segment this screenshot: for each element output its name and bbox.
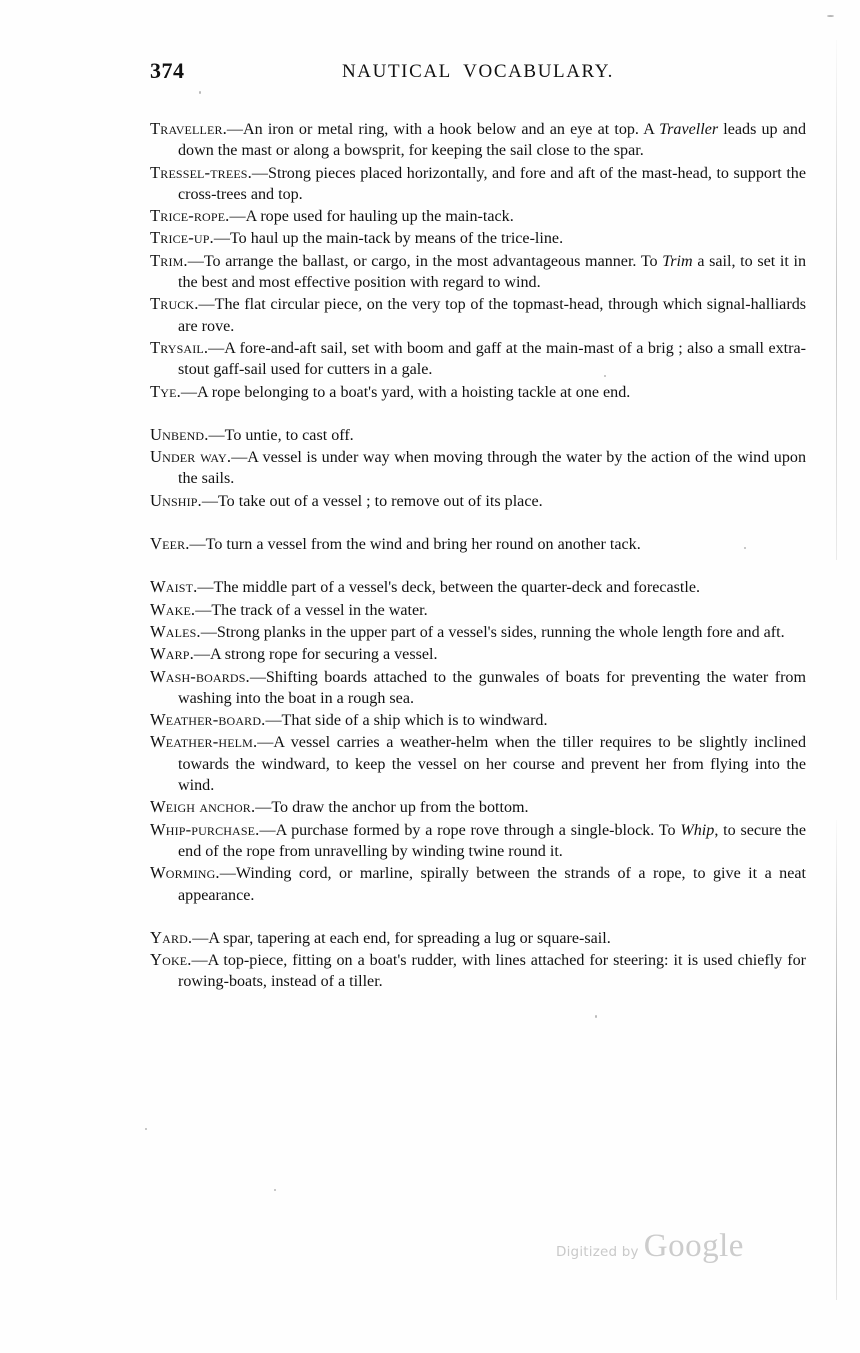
scan-speck bbox=[595, 1015, 597, 1018]
page-number: 374 bbox=[150, 58, 185, 83]
glossary-entry bbox=[150, 227, 806, 249]
entry-definition-part: —A purchase formed by a rope rove through a single-block. To bbox=[259, 821, 681, 839]
entry-headword: Trim. bbox=[150, 250, 188, 270]
entry-headword: Weather-board. bbox=[150, 710, 266, 730]
entry-headword: Waist. bbox=[150, 577, 198, 597]
entry-definition: —A vessel carries a weather-helm when the tiller requires to be slightly inclined towards the windward, to keep the vessel on her course and prevent her from flying into the wind. bbox=[178, 734, 806, 795]
glossary-entry bbox=[150, 576, 806, 598]
entry-headword: Whip-purchase. bbox=[150, 819, 260, 839]
scan-speck bbox=[827, 15, 834, 17]
entry-headword: Weigh anchor. bbox=[150, 797, 256, 817]
entry-headword: Wales. bbox=[150, 621, 201, 641]
entry-headword: Unship. bbox=[150, 490, 202, 510]
glossary-entry bbox=[150, 819, 806, 863]
glossary-entry bbox=[150, 709, 806, 731]
entry-definition: —A rope belonging to a boat's yard, with a hoisting tackle at one end. bbox=[180, 383, 631, 401]
entry-headword: Wake. bbox=[150, 599, 196, 619]
entry-definition-part: leads up and down the mast or along a bowsprit, for keeping the sail close to the spar. bbox=[178, 121, 806, 160]
glossary-entry bbox=[150, 927, 806, 949]
glossary-entry bbox=[150, 533, 806, 555]
entry-headword: Tye. bbox=[150, 381, 181, 401]
page-header bbox=[150, 58, 806, 88]
entry-headword: Traveller. bbox=[150, 119, 227, 138]
entry-definition: —To take out of a vessel ; to remove out of its place. bbox=[201, 492, 543, 510]
entry-headword: Trysail. bbox=[150, 337, 209, 357]
entry-definition: —The track of a vessel in the water. bbox=[195, 601, 428, 619]
glossary-entry bbox=[150, 446, 806, 490]
glossary-entry-list bbox=[150, 118, 806, 993]
glossary-entry bbox=[150, 796, 806, 818]
entry-headword: Warp. bbox=[150, 644, 194, 664]
running-title: NAUTICAL VOCABULARY. bbox=[341, 61, 614, 82]
entry-definition: —That side of a ship which is to windward. bbox=[265, 712, 548, 730]
google-logo-text: Google bbox=[643, 1228, 744, 1264]
glossary-entry bbox=[150, 599, 806, 621]
entry-definition: —Shifting boards attached to the gunwales of boats for preventing the water from washing into the boat in a rough sea. bbox=[178, 668, 806, 707]
entry-definition: —Winding cord, or marline, spirally between the strands of a rope, to give it a neat appearance. bbox=[178, 865, 806, 904]
glossary-entry bbox=[150, 862, 806, 906]
entry-headword: Under way. bbox=[150, 447, 232, 467]
entry-headword: Yard. bbox=[150, 927, 193, 947]
entry-definition-part: , to secure the end of the rope from unravelling by winding twine round it. bbox=[178, 821, 807, 860]
glossary-entry bbox=[150, 949, 806, 993]
entry-headword: Truck. bbox=[150, 294, 199, 314]
glossary-entry bbox=[150, 643, 806, 665]
glossary-entry bbox=[150, 293, 806, 337]
entry-definition: —Strong planks in the upper part of a vessel's sides, running the whole length fore and aft. bbox=[200, 623, 785, 641]
glossary-entry bbox=[150, 250, 806, 294]
scan-speck bbox=[199, 91, 201, 94]
entry-definition: —Strong pieces placed horizontally, and fore and aft of the mast-head, to support the cross-trees and top. bbox=[178, 164, 806, 203]
entry-headword: Trice-rope. bbox=[150, 206, 230, 226]
entry-definition: —A fore-and-aft sail, set with boom and gaff at the main-mast of a brig ; also a small extra-stout gaff-sail used for cutters in a gale. bbox=[178, 339, 806, 379]
entry-headword: Worming. bbox=[150, 863, 220, 883]
entry-definition: —A rope used for hauling up the main-tack. bbox=[229, 208, 514, 226]
entry-definition-part: a sail, to set it in the best and most effective position with regard to wind. bbox=[178, 252, 806, 292]
glossary-entry bbox=[150, 162, 806, 206]
entry-definition: —To draw the anchor up from the bottom. bbox=[255, 799, 529, 817]
entry-definition-part: —To arrange the ballast, or cargo, in the most advantageous manner. To bbox=[187, 252, 663, 270]
entry-headword: Weather-helm. bbox=[150, 732, 258, 752]
entry-definition: —A top-piece, fitting on a boat's rudder, with lines attached for steering: it is used chiefly for rowing-boats, instead of a tiller. bbox=[178, 952, 806, 991]
entry-definition: —A strong rope for securing a vessel. bbox=[193, 646, 438, 664]
glossary-entry bbox=[150, 621, 806, 643]
glossary-entry bbox=[150, 424, 806, 446]
entry-headword: Tressel-trees. bbox=[150, 162, 252, 182]
glossary-entry bbox=[150, 205, 806, 227]
entry-headword: Yoke. bbox=[150, 950, 192, 970]
entry-headword: Wash-boards. bbox=[150, 666, 250, 686]
entry-definition: —A vessel is under way when moving through the water by the action of the wind upon the sails. bbox=[178, 449, 806, 488]
entry-definition: —To turn a vessel from the wind and bring her round on another tack. bbox=[189, 536, 641, 554]
entry-definition: —The middle part of a vessel's deck, between the quarter-deck and forecastle. bbox=[197, 579, 700, 597]
entry-definition: —To haul up the main-tack by means of the trice-line. bbox=[213, 230, 564, 248]
scan-speck bbox=[145, 1128, 147, 1130]
glossary-entry bbox=[150, 381, 806, 403]
digitized-by-google-watermark bbox=[556, 1228, 756, 1268]
entry-italic-term: Trim bbox=[662, 252, 693, 270]
glossary-entry bbox=[150, 731, 806, 796]
section-spacer bbox=[150, 906, 806, 927]
glossary-entry bbox=[150, 337, 806, 381]
scan-speck bbox=[274, 1189, 276, 1191]
entry-headword: Veer. bbox=[150, 534, 190, 554]
section-spacer bbox=[150, 403, 806, 424]
glossary-entry bbox=[150, 666, 806, 710]
entry-definition: —A spar, tapering at each end, for spreading a lug or square-sail. bbox=[192, 929, 611, 947]
entry-definition: —To untie, to cast off. bbox=[208, 426, 354, 444]
glossary-entry bbox=[150, 490, 806, 512]
entry-headword: Trice-up. bbox=[150, 228, 214, 248]
watermark-prefix: Digitized by bbox=[556, 1244, 639, 1260]
scan-artifact-line-lower bbox=[836, 820, 837, 1300]
entry-italic-term: Traveller bbox=[659, 121, 719, 138]
entry-definition: —The flat circular piece, on the very top of the topmast-head, through which signal-halliards are rove. bbox=[178, 296, 806, 335]
glossary-entry bbox=[150, 118, 806, 162]
entry-headword: Unbend. bbox=[150, 424, 209, 444]
section-spacer bbox=[150, 512, 806, 533]
entry-definition-part: —An iron or metal ring, with a hook below and an eye at top. A bbox=[226, 121, 660, 138]
scan-artifact-line bbox=[836, 40, 837, 560]
entry-italic-term: Whip bbox=[680, 821, 715, 839]
section-spacer bbox=[150, 555, 806, 576]
